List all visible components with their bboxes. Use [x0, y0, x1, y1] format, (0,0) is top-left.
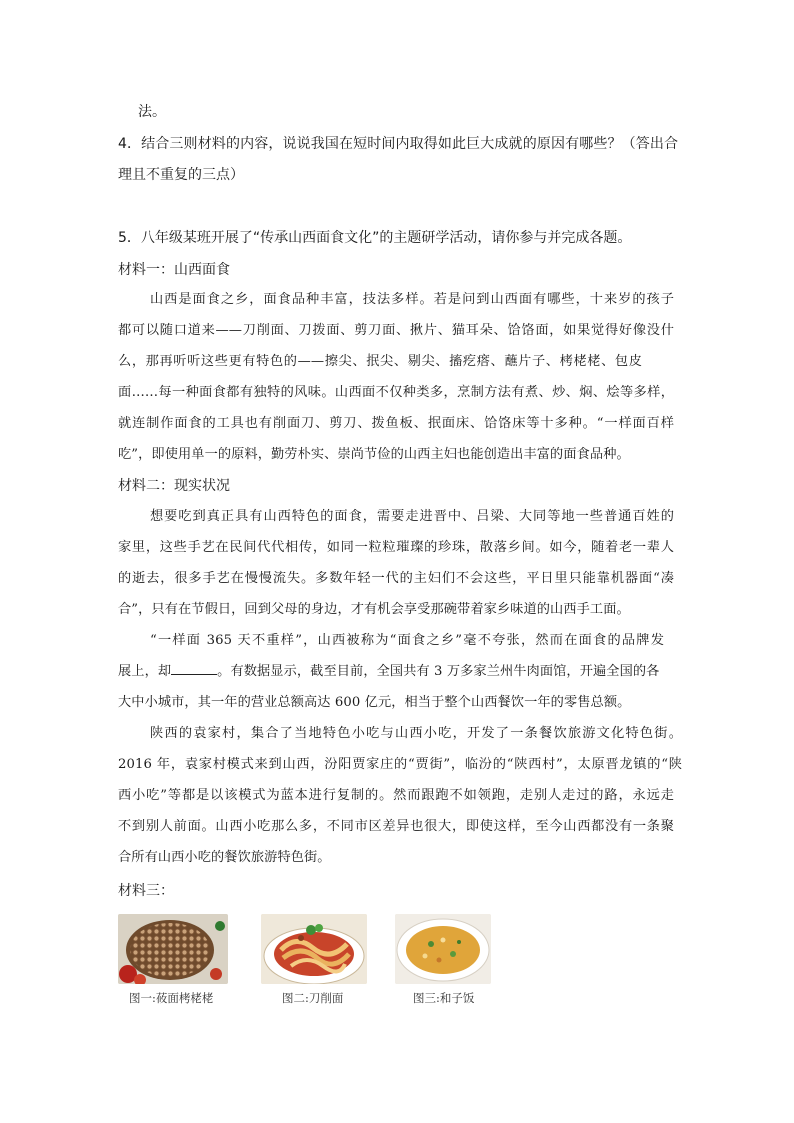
question-4-line1: 4．结合三则材料的内容，说说我国在短时间内取得如此巨大成就的原因有哪些？（答出合 — [118, 136, 678, 152]
answer-blank[interactable] — [171, 662, 217, 675]
caption-2: 图二:刀削面 — [282, 991, 344, 1005]
material-1-line: 吃”，即使用单一的原料，勤劳朴实、崇尚节俭的山西主妇也能创造出丰富的面食品种。 — [118, 447, 630, 462]
question-5-stem: 5．八年级某班开展了“传承山西面食文化”的主题研学活动，请你参与并完成各题。 — [118, 230, 632, 246]
material-2-line: 大中小城市，其一年的营业总额高达 600 亿元，相当于整个山西餐饮一年的零售总额。 — [118, 695, 631, 710]
caption-3: 图三:和子饭 — [413, 991, 475, 1005]
material-1-line: 就连制作面食的工具也有削面刀、剪刀、拨鱼板、抿面床、饸饹床等十多种。“一样面百样 — [118, 416, 674, 431]
material-2-line: 合”，只有在节假日，回到父母的身边，才有机会享受那碗带着家乡味道的山西手工面。 — [118, 602, 630, 617]
photo-daoxiao-noodles — [261, 914, 367, 984]
photo-daoxiao-noodles-image — [261, 914, 367, 984]
material-1-line: 都可以随口道来——刀削面、刀拨面、剪刀面、揪片、猫耳朵、饸饹面，如果觉得好像没什 — [118, 323, 674, 338]
photo-youmian-kaolaolao-image — [118, 914, 228, 984]
q3-tail: 法。 — [138, 104, 166, 120]
photo-hezi-fan-image — [395, 914, 491, 984]
material-2-line: 2016 年，袁家村模式来到山西，汾阳贾家庄的“贾街”，临汾的“陕西村”，太原晋龙镇的“陕 — [118, 757, 682, 772]
material-1-line: 么，那再听听这些更有特色的——擦尖、抿尖、剔尖、搐疙瘩、蘸片子、栲栳栳、包皮 — [118, 354, 642, 369]
material-3-heading: 材料三： — [118, 883, 174, 899]
material-2-line: 陕西的袁家村，集合了当地特色小吃与山西小吃，开发了一条餐饮旅游文化特色街。 — [150, 726, 682, 741]
material-2-heading: 材料二：现实状况 — [118, 478, 230, 494]
material-2-line: 的逝去，很多手艺在慢慢流失。多数年轻一代的主妇们不会这些，平日里只能靠机器面“凑 — [118, 571, 674, 586]
caption-1: 图一:莜面栲栳栳 — [129, 991, 214, 1005]
material-2-line: “一样面 365 天不重样”，山西被称为“面食之乡”毫不夸张，然而在面食的品牌发 — [150, 633, 664, 648]
photo-hezi-fan — [395, 914, 491, 984]
material-2-line: 合所有山西小吃的餐饮旅游特色街。 — [118, 850, 331, 865]
photo-youmian-kaolaolao — [118, 914, 228, 984]
material-2-line-with-blank: 展上，却 。有数据显示，截至目前，全国共有 3 万多家兰州牛肉面馆，开遍全国的各 — [118, 664, 660, 679]
material-2-line: 想要吃到真正具有山西特色的面食，需要走进晋中、吕梁、大同等地一些普通百姓的 — [150, 509, 674, 524]
material-1-line: 山西是面食之乡，面食品种丰富，技法多样。若是问到山西面有哪些，十来岁的孩子 — [150, 292, 674, 307]
material-2-line: 西小吃”等都是以该模式为蓝本进行复制的。然而跟跑不如领跑，走别人走过的路，永远走 — [118, 788, 674, 803]
question-4-line2: 理且不重复的三点） — [118, 167, 244, 183]
material-2-line: 不到别人前面。山西小吃那么多，不同市区差异也很大，即使这样，至今山西都没有一条聚 — [118, 819, 674, 834]
material-2-line: 家里，这些手艺在民间代代相传，如同一粒粒璀璨的珍珠，散落乡间。如今，随着老一辈人 — [118, 540, 674, 555]
material-1-heading: 材料一：山西面食 — [118, 262, 230, 278]
material-1-line: 面……每一种面食都有独特的风味。山西面不仅种类多，烹制方法有煮、炒、焖、烩等多样， — [118, 385, 674, 400]
